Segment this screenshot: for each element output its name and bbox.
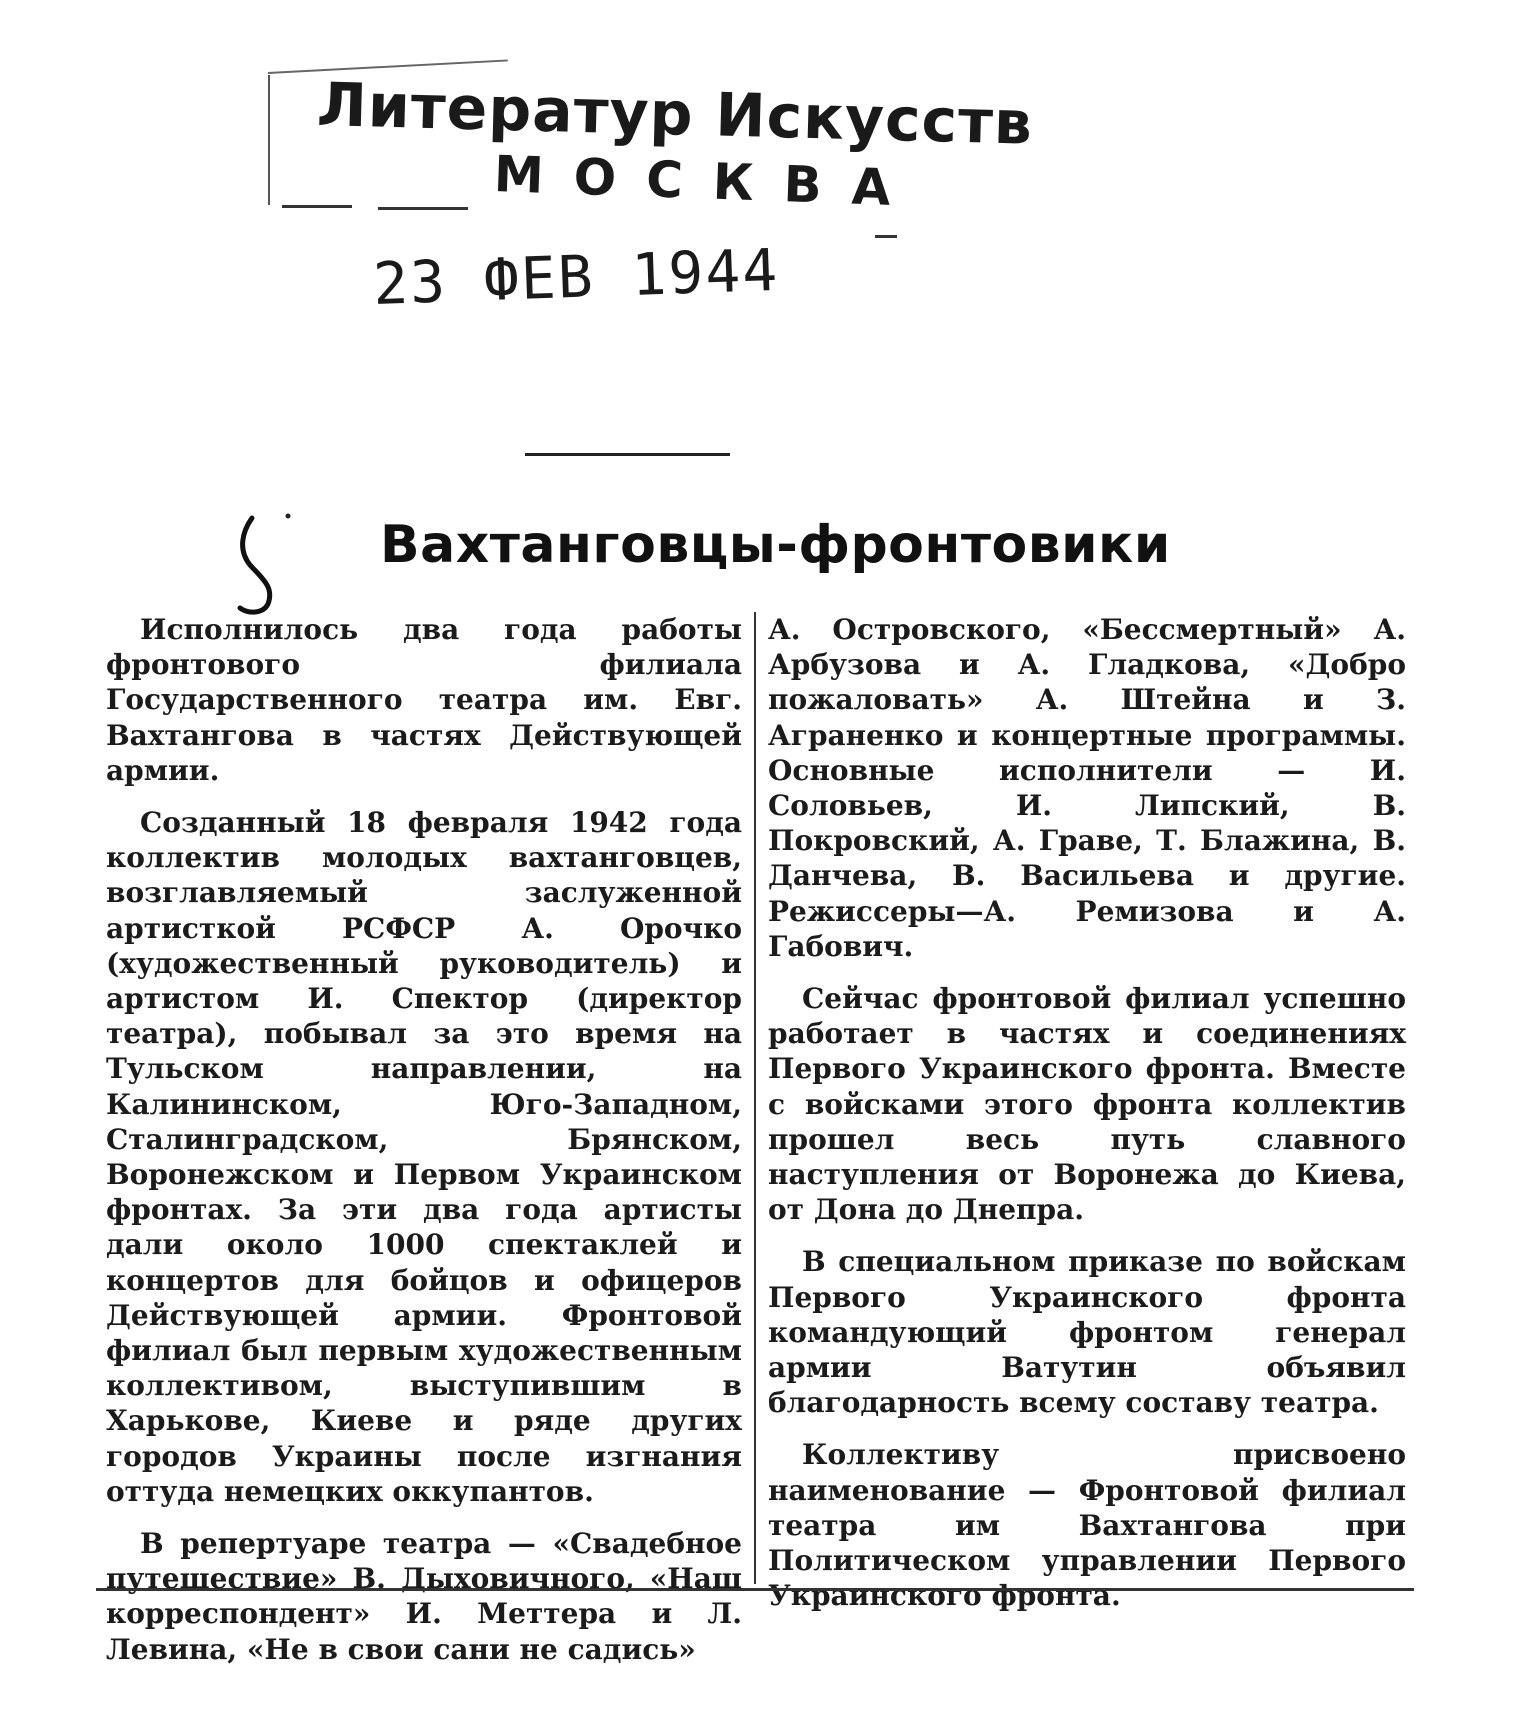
paragraph: В специальном приказе по войскам Первого Украинского фронта командующий фронтом генерал армии Ватутин объявил благодарность всему составу театра.	[768, 1245, 1406, 1420]
bottom-rule	[96, 1588, 1414, 1591]
stamp-rule-right	[875, 235, 897, 238]
paragraph: Коллективу присвоено наименование — Фронтовой филиал театра им Вахтангова при Политическом управлении Первого Украинского фронта.	[768, 1438, 1406, 1613]
paragraph: А. Островского, «Бессмертный» А. Арбузова и А. Гладкова, «Добро пожаловать» А. Штейна и З. Аграненко и концертные программы. Основные исполнители — И. Соловьев, И. Липский, В. Покровский, А. Граве, Т. Блажина, В. Данчева, В. Васильева и другие. Режиссеры—А. Ремизова и А. Габович.	[768, 613, 1406, 963]
paragraph: В репертуаре театра — «Свадебное путешествие» В. Дыховичного, «Наш корреспондент» И. Меттера и Л. Левина, «Не в свои сани не садись»	[106, 1527, 742, 1666]
stamp-date: 23 ФЕВ 1944	[372, 235, 781, 318]
section-divider	[525, 453, 730, 456]
column-divider	[754, 612, 756, 1584]
stamp-publication-name: Литератур Искусств	[316, 70, 1034, 159]
paragraph: Исполнилось два года работы фронтового филиала Государственного театра им. Евг. Вахтангова в частях Действующей армии.	[106, 613, 742, 787]
article-column-right	[768, 612, 1406, 1630]
article-headline: Вахтанговцы-фронтовики	[380, 515, 1171, 575]
stamp-rule-mid	[378, 207, 468, 210]
stamp-rule-left	[282, 205, 352, 208]
handwritten-mark	[230, 510, 300, 620]
article-column-left	[106, 612, 742, 1684]
paragraph: Сейчас фронтовой филиал успешно работает в частях и соединениях Первого Украинского фронта. Вместе с войсками этого фронта коллектив прошел весь путь славного наступления от Воронежа до Киева, от Дона до Днепра.	[768, 982, 1406, 1227]
stamp-frame-left	[268, 75, 270, 205]
stamp-city: МОСКВА	[492, 145, 922, 218]
paragraph: Созданный 18 февраля 1942 года коллектив молодых вахтанговцев, возглавляемый заслуженной артисткой РСФСР А. Орочко (художественный руководитель) и артистом И. Спектор (директор театра), побывал за это время на Тульском направлении, на Калининском, Юго-Западном, Сталинградском, Брянском, Воронежском и Первом Украинском фронтах. За эти два года артисты дали около 1000 спектаклей и концертов для бойцов и офицеров Действующей армии. Фронтовой филиал был первым художественным коллективом, выступившим в Харькове, Киеве и ряде других городов Украины после изгнания оттуда немецких оккупантов.	[106, 806, 742, 1508]
